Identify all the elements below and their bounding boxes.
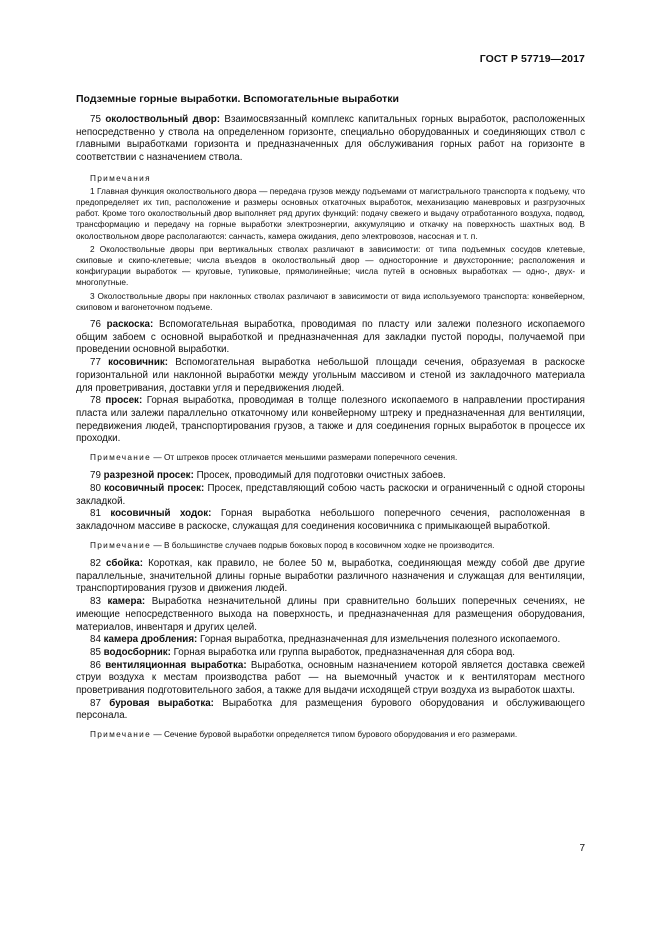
note-81: [76, 540, 585, 551]
term-number: 87: [90, 697, 101, 709]
page-content: [76, 92, 585, 747]
term-definition: Горная выработка, проводимая в толще полезного ископаемого в направлении простирания пласта или залежи параллельно откаточному или конвейерному штреку и предназначенная для вентиляции, передвижения людей, транспортирования грузов, а также и для соединения горных выработок в процессе их проходки.: [76, 395, 585, 445]
term-name: косовичник:: [108, 357, 169, 369]
term-name: околоствольный двор:: [105, 114, 220, 125]
note-text: — От штреков просек отличается меньшими размерами поперечного сечения.: [151, 452, 458, 463]
term-number: 85: [90, 646, 101, 658]
term-definition: Выработка для размещения бурового оборудования и обслуживающего персонала.: [76, 697, 585, 722]
term-name: камера дробления:: [103, 634, 198, 646]
note-label: Примечание: [90, 539, 152, 550]
term-number: 78: [90, 395, 101, 407]
term-number: 77: [90, 357, 101, 369]
note-text: — В большинстве случаев подрыв боковых пород в косовичном ходке не производится.: [151, 539, 495, 550]
term-80: [76, 483, 585, 508]
note-75-2: 2 Околоствольные дворы при вертикальных стволах различают в зависимости: от типа подъемных сосудов клетевые, скиповые и скипо-клетевые; числа въездов в околоствольный двор — односторонние и двухсторонние; расположения и конфигурации выработок — круговые, тупиковые, прямолинейные; числа путей в основных выработках — одно-, двух- и многопутные.: [76, 243, 585, 288]
note-87: [76, 729, 585, 740]
note-label: Примечание: [90, 729, 152, 740]
term-name: раскоска:: [106, 319, 154, 331]
term-number: 75: [90, 114, 101, 125]
term-definition: Короткая, как правило, не более 50 м, выработка, соединяющая между собой две другие параллельные, значительной длины горные выработки различного назначения и служащая для вентиляции, транспортирования грузов и движения людей.: [76, 558, 585, 595]
term-87: [76, 698, 585, 723]
term-name: камера:: [107, 596, 146, 608]
term-82: [76, 558, 585, 596]
term-definition: Горная выработка или группа выработок, предназначенная для сбора вод.: [173, 646, 515, 658]
notes-heading: Примечания: [90, 172, 151, 183]
term-number: 76: [90, 319, 101, 331]
term-definition: Взаимосвязанный комплекс капитальных горных выработок, расположенных непосредственно у ствола на определенном горизонте, специально оборудованных и соединяющих ствол с главными выработками горизонта и предназначенных для обслуживания горных работ на горизонте в соответствии с назначением ствола.: [76, 114, 585, 164]
term-number: 84: [90, 634, 101, 646]
term-86: [76, 660, 585, 698]
term-number: 79: [90, 470, 101, 482]
term-name: водосборник:: [103, 646, 171, 658]
page-number: 7: [579, 843, 585, 854]
term-definition: Вспомогательная выработка небольшой площади сечения, образуемая в раскоске горизонтальной или наклонной выработки между угольным массивом и стеной из закладочного материала для проветривания, доставки угля и передвижения людей.: [76, 357, 585, 394]
note-75-3: 3 Околоствольные дворы при наклонных стволах различают в зависимости от вида используемого транспорта: конвейерном, скиповом и вагонеточном подъеме.: [76, 290, 585, 312]
term-75: [76, 114, 585, 165]
term-79: [76, 470, 585, 483]
term-definition: Просек, представляющий собою часть раскоски и ограниченный с одной стороны закладкой.: [76, 482, 585, 507]
term-number: 82: [90, 558, 101, 569]
term-definition: Выработка незначительной длины при сравнительно больших поперечных сечениях, не имеющие непосредственного выхода на поверхность, и предназначенная для размещения оборудования, материалов, инвентаря и других целей.: [76, 596, 585, 633]
term-number: 81: [90, 508, 101, 520]
term-76: [76, 319, 585, 357]
note-label: Примечание: [90, 452, 152, 463]
term-85: [76, 647, 585, 660]
term-81: [76, 508, 585, 533]
term-84: [76, 634, 585, 647]
term-name: косовичный ходок:: [110, 508, 212, 520]
term-definition: Выработка, основным назначением которой является доставка свежей струи воздуха к местам производства работ — на выемочный участок и к вентиляторам местного проветривания подготовительного забоя, а также для выдачи исходящей струи воздуха из выработок шахты.: [76, 659, 586, 697]
document-code: ГОСТ Р 57719—2017: [479, 53, 585, 65]
note-75-1: 1 Главная функция околоствольного двора — передача грузов между подъемами от магистрального транспорта к подъему, что предопределяет их тип, расположение и размеры основных откаточных выработок, механизацию маневровых и разгрузочных работ. Кроме того околоствольный двор выполняет ряд других функций: подачу свежего и выдачу отработанного воздуха, подвод, трансформацию и передачу на горные выработки электроэнергии, аккумуляцию и откачку на поверхность шахтных вод. В околоствольном дворе располагаются: санчасть, камера ожидания, депо электровозов, насосная и т. п.: [76, 185, 585, 241]
term-number: 86: [90, 659, 101, 671]
term-definition: Горная выработка, предназначенная для измельчения полезного ископаемого.: [200, 634, 561, 646]
term-name: сбойка:: [106, 558, 143, 569]
section-title: Подземные горные выработки. Вспомогательные выработки: [76, 93, 399, 105]
term-definition: Горная выработка небольшого поперечного сечения, расположенная в закладочном массиве в раскоске, служащая для соединения косовичника с примыкающей выработкой.: [76, 508, 585, 533]
term-definition: Просек, проводимый для подготовки очистных забоев.: [196, 470, 446, 482]
term-definition: Вспомогательная выработка, проводимая по пласту или залежи полезного ископаемого общим забоем с основной выработкой и предназначенная для закладки пустой породы, получаемой при проведении основной выработки.: [76, 319, 585, 356]
note-78: [76, 452, 585, 463]
term-number: 80: [90, 482, 101, 494]
term-name: косовичный просек:: [104, 482, 205, 494]
note-text: — Сечение буровой выработки определяется типом бурового оборудования и его размерами.: [151, 729, 518, 740]
term-name: буровая выработка:: [109, 697, 214, 709]
term-77: [76, 357, 585, 395]
term-83: [76, 596, 585, 634]
term-name: разрезной просек:: [103, 470, 194, 482]
term-name: вентиляционная выработка:: [105, 659, 247, 671]
term-number: 83: [90, 596, 101, 608]
term-name: просек:: [105, 395, 143, 407]
term-78: [76, 395, 585, 446]
